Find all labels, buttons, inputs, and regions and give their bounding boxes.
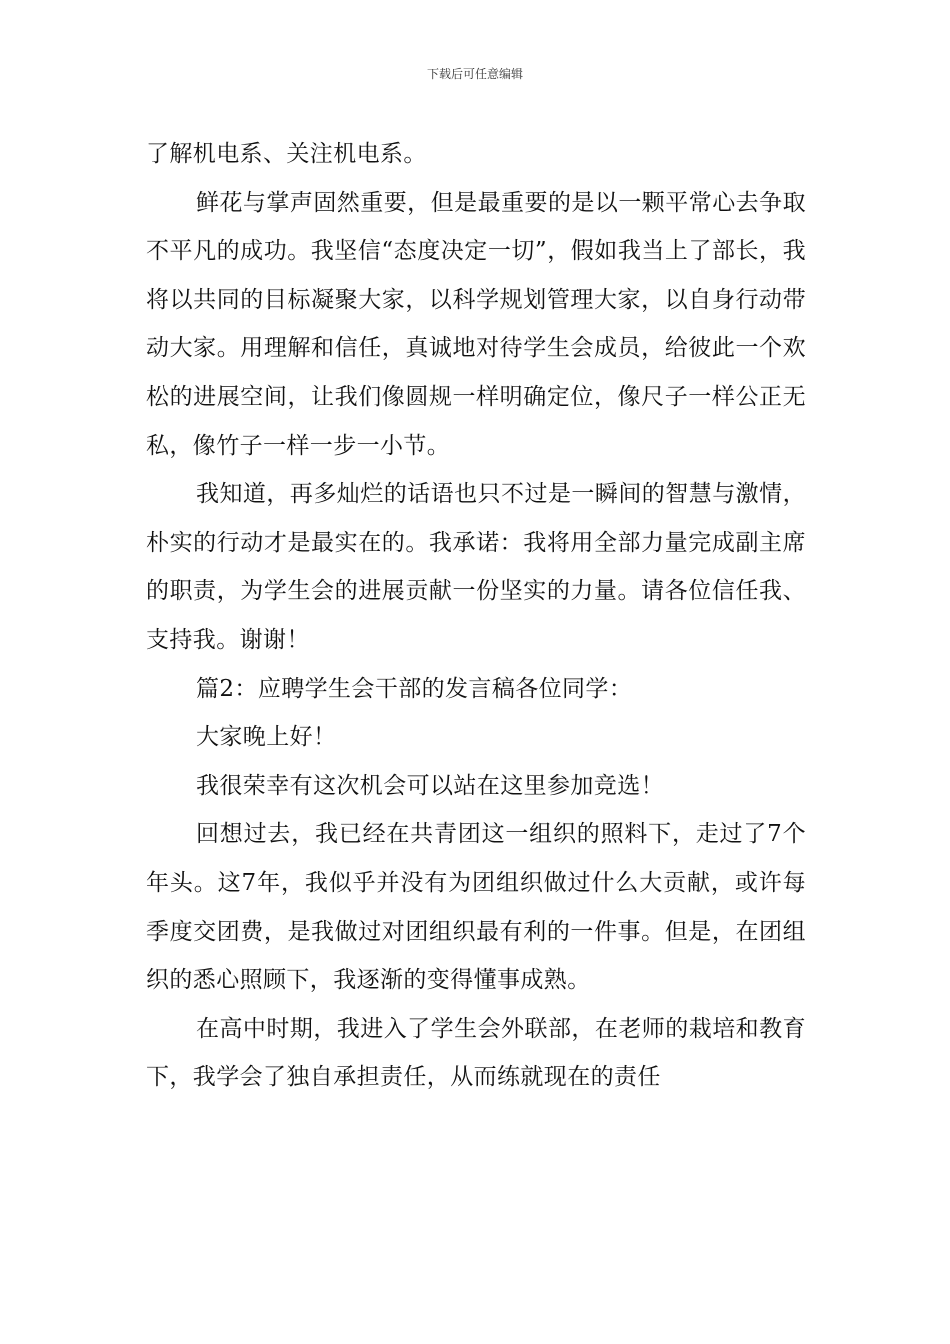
paragraph: 我很荣幸有这次机会可以站在这里参加竞选！ bbox=[196, 772, 664, 799]
paragraph: 鲜花与掌声固然重要，但是最重要的是以一颗平常心去争取不平凡的成功。我坚信“态度决定一切”，假如我当上了部长，我将以共同的目标凝聚大家，以科学规划管理大家，以自身行动带动大家。用理解和信任，真诚地对待学生会成员，给彼此一个欢松的进展空间，让我们像圆规一样明确定位，像尺子一样公正无私，像竹子一样一步一小节。 bbox=[146, 189, 806, 459]
greeting: 大家晚上好！ bbox=[196, 724, 337, 751]
page-header: 下载后可任意编辑 bbox=[426, 67, 523, 81]
paragraph: 在高中时期，我进入了学生会外联部，在老师的栽培和教育下，我学会了独自承担责任，从而练就现在的责任 bbox=[146, 1015, 806, 1091]
paragraph: 我知道，再多灿烂的话语也只不过是一瞬间的智慧与激情，朴实的行动才是最实在的。我承诺：我将用全部力量完成副主席的职责，为学生会的进展贡献一份坚实的力量。请各位信任我、支持我。谢谢！ bbox=[146, 481, 806, 653]
section-heading: 篇2：应聘学生会干部的发言稿各位同学： bbox=[196, 675, 633, 702]
paragraph: 了解机电系、关注机电系。 bbox=[146, 141, 427, 167]
document-body bbox=[146, 130, 806, 1102]
paragraph: 回想过去，我已经在共青团这一组织的照料下，走过了7个年头。这7年，我似乎并没有为团组织做过什么大贡献，或许每季度交团费，是我做过对团组织最有利的一件事。但是，在团组织的悉心照顾下，我逐渐的变得懂事成熟。 bbox=[146, 821, 806, 994]
